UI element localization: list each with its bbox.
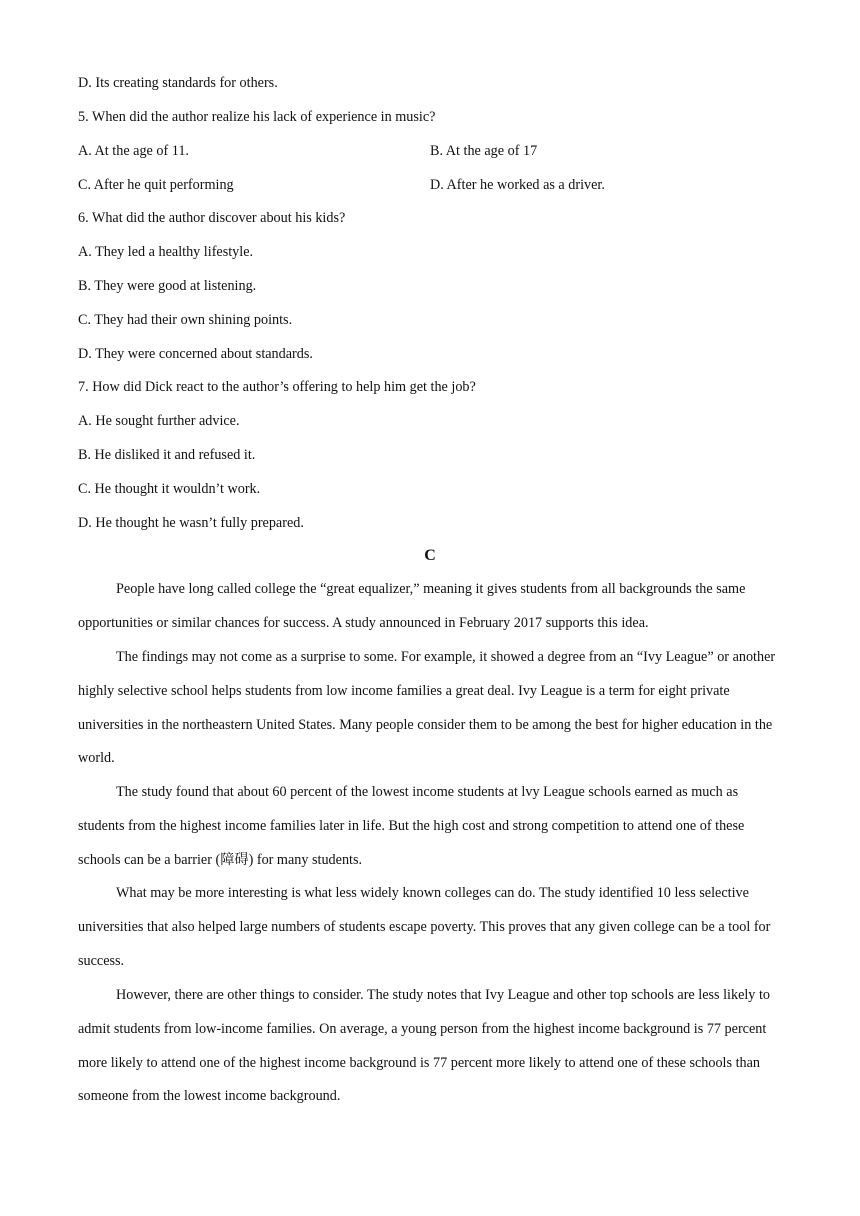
- passage-paragraph: People have long called college the “great equalizer,” meaning it gives students from all backgrounds the same opportunities or similar chances for success. A study announced in February 2017 supports this idea.: [78, 581, 746, 631]
- q5-option-c: C. After he quit performing: [78, 177, 234, 193]
- q6-option-c: C. They had their own shining points.: [78, 312, 293, 328]
- q7-option-d: D. He thought he wasn’t fully prepared.: [78, 515, 304, 531]
- q7-question: 7. How did Dick react to the author’s offering to help him get the job?: [78, 379, 476, 395]
- passage-paragraph: The study found that about 60 percent of the lowest income students at lvy League schools earned as much as students from the highest income families later in life. But the high cost and strong competition to attend one of these schools can be a barrier (障碍) for many students.: [78, 784, 745, 868]
- q5-option-b: B. At the age of 17: [430, 143, 538, 159]
- q6-option-a: A. They led a healthy lifestyle.: [78, 244, 254, 260]
- passage-paragraph: However, there are other things to consider. The study notes that Ivy League and other top schools are less likely to admit students from low-income families. On average, a young person from the highest income background is 77 percent more likely to attend one of the highest income background is 77 percent more likely to attend one of these schools than someone from the lowest income background.: [78, 987, 770, 1105]
- q7-option-a: A. He sought further advice.: [78, 413, 240, 429]
- q7-option-b: B. He disliked it and refused it.: [78, 447, 256, 463]
- q6-option-b: B. They were good at listening.: [78, 278, 257, 294]
- passage-paragraph: What may be more interesting is what less widely known colleges can do. The study identified 10 less selective universities that also helped large numbers of students escape poverty. This proves that any given college can be a tool for success.: [78, 885, 771, 969]
- q5-option-d: D. After he worked as a driver.: [430, 177, 605, 193]
- q5-question: 5. When did the author realize his lack of experience in music?: [78, 109, 436, 125]
- section-heading: C: [424, 547, 436, 564]
- passage-paragraph: The findings may not come as a surprise to some. For example, it showed a degree from an “Ivy League” or another highly selective school helps students from low income families a great deal. Ivy League is a term for eight private universities in the northeastern United States. Many people consider them to be among the best for higher education in the world.: [78, 649, 776, 767]
- q7-option-c: C. He thought it wouldn’t work.: [78, 481, 261, 497]
- q4-option-d: D. Its creating standards for others.: [78, 75, 278, 91]
- q6-option-d: D. They were concerned about standards.: [78, 346, 313, 362]
- q5-option-a: A. At the age of 11.: [78, 143, 189, 159]
- q6-question: 6. What did the author discover about his kids?: [78, 210, 346, 226]
